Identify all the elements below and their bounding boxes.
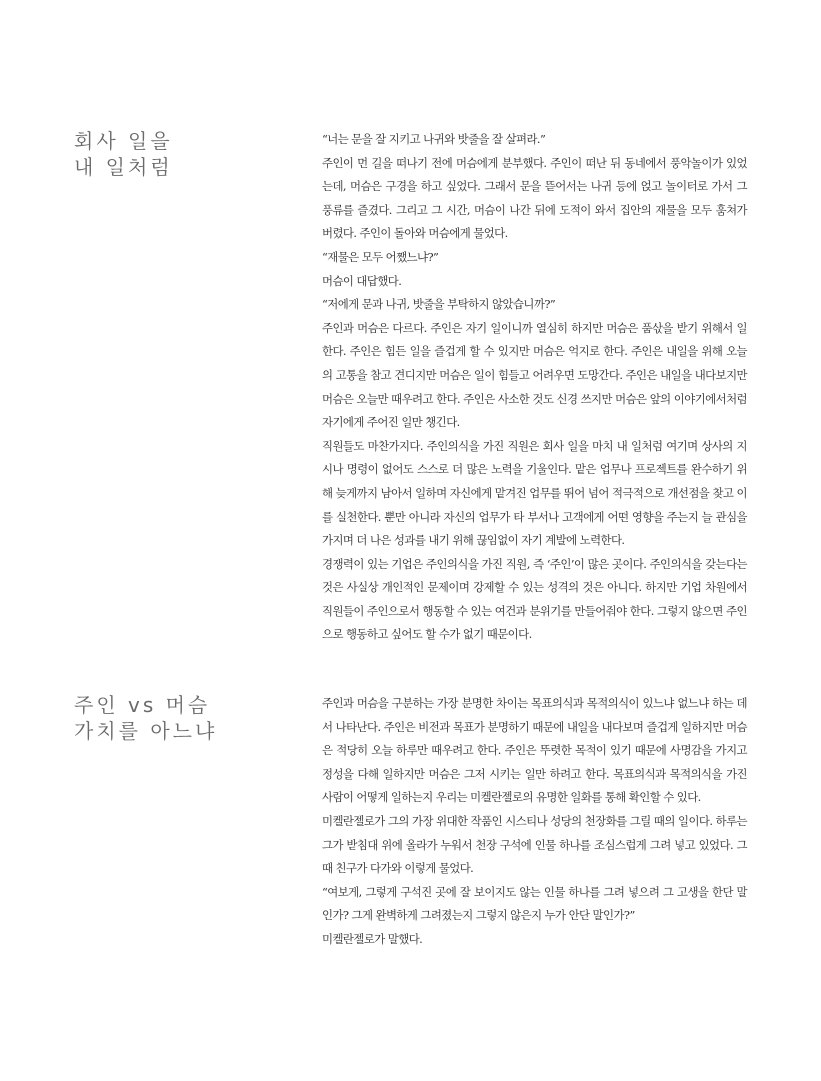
section-body	[322, 128, 747, 647]
section-body	[322, 692, 747, 952]
paragraph: 머슴이 대답했다.	[322, 273, 402, 288]
heading-line: 가치를 아느냐	[74, 719, 218, 743]
paragraph: 미켈란젤로가 그의 가장 위대한 작품인 시스티나 성당의 천장화를 그릴 때의 일이다. 하루는 그가 받침대 위에 올라가 누워서 천장 구석에 인물 하나를 조심스럽게 그려 넣고 있었다. 그때 친구가 다가와 이렇게 물었다.	[322, 813, 747, 876]
heading-line: 내 일처럼	[74, 155, 173, 179]
paragraph: 직원들도 마찬가지다. 주인의식을 가진 직원은 회사 일을 마치 내 일처럼 여기며 상사의 지시나 명령이 없어도 스스로 더 많은 노력을 기울인다. 맡은 업무나 프로젝트를 완수하기 위해 늦게까지 남아서 일하며 자신에게 맡겨진 업무를 뛰어 넘어 적극적으로 개선점을 찾고 이를 실천한다. 뿐만 아니라 자신의 업무가 타 부서나 고객에게 어떤 영향을 주는지 늘 관심을 가지며 더 나은 성과를 내기 위해 끊임없이 자기 계발에 노력한다.	[322, 438, 747, 548]
paragraph: “저에게 문과 나귀, 밧줄을 부탁하지 않았습니까?”	[322, 297, 556, 312]
paragraph: “재물은 모두 어쨌느냐?”	[322, 249, 439, 264]
paragraph: “너는 문을 잘 지키고 나귀와 밧줄을 잘 살펴라.”	[322, 132, 546, 146]
heading-line: 회사 일을	[74, 129, 173, 153]
paragraph: 경쟁력이 있는 기업은 주인의식을 가진 직원, 즉 ‘주인’이 많은 곳이다. 주인의식을 갖는다는 것은 사실상 개인적인 문제이며 강제할 수 있는 성격의 것은 아니다. 하지만 기업 차원에서 직원들이 주인으로서 행동할 수 있는 여건과 분위기를 만들어줘야 한다. 그렇지 않으면 주인으로 행동하고 싶어도 할 수가 없기 때문이다.	[322, 556, 747, 642]
section-heading	[74, 692, 294, 744]
heading-line: 주인 vs 머슴	[74, 693, 211, 717]
paragraph: 주인이 먼 길을 떠나기 전에 머슴에게 분부했다. 주인이 떠난 뒤 동네에서 풍악놀이가 있었는데, 머슴은 구경을 하고 싶었다. 그래서 문을 뜯어서는 나귀 등에 얹고 놀이터로 가서 그 풍류를 즐겼다. 그리고 그 시간, 머슴이 나간 뒤에 도적이 와서 집안의 재물을 모두 훔쳐가 버렸다. 주인이 돌아와 머슴에게 물었다.	[322, 155, 747, 241]
paragraph: 주인과 머슴을 구분하는 가장 분명한 차이는 목표의식과 목적의식이 있느냐 없느냐 하는 데서 나타난다. 주인은 비전과 목표가 분명하기 때문에 내일을 내다보며 즐겁게 일하지만 머슴은 적당히 오늘 하루만 때우려고 한다. 주인은 뚜렷한 목적이 있기 때문에 사명감을 가지고 정성을 다해 일하지만 머슴은 그저 시키는 일만 하려고 한다. 목표의식과 목적의식을 가진 사람이 어떻게 일하는지 우리는 미켈란젤로의 유명한 일화를 통해 확인할 수 있다.	[322, 696, 747, 805]
paragraph: 미켈란젤로가 말했다.	[322, 931, 423, 946]
section-heading	[74, 128, 294, 180]
paragraph: 주인과 머슴은 다르다. 주인은 자기 일이니까 열심히 하지만 머슴은 품삯을 받기 위해서 일한다. 주인은 힘든 일을 즐겁게 할 수 있지만 머슴은 억지로 한다. 주인은 내일을 위해 오늘의 고통을 참고 견디지만 머슴은 일이 힘들고 어려우면 도망간다. 주인은 내일을 내다보지만 머슴은 오늘만 때우려고 한다. 주인은 사소한 것도 신경 쓰지만 머슴은 앞의 이야기에서처럼 자기에게 주어진 일만 챙긴다.	[322, 320, 747, 430]
paragraph: “여보게, 그렇게 구석진 곳에 잘 보이지도 않는 인물 하나를 그려 넣으려 그 고생을 한단 말인가? 그게 완벽하게 그려졌는지 그렇지 않은지 누가 안단 말인가?”	[322, 884, 747, 923]
